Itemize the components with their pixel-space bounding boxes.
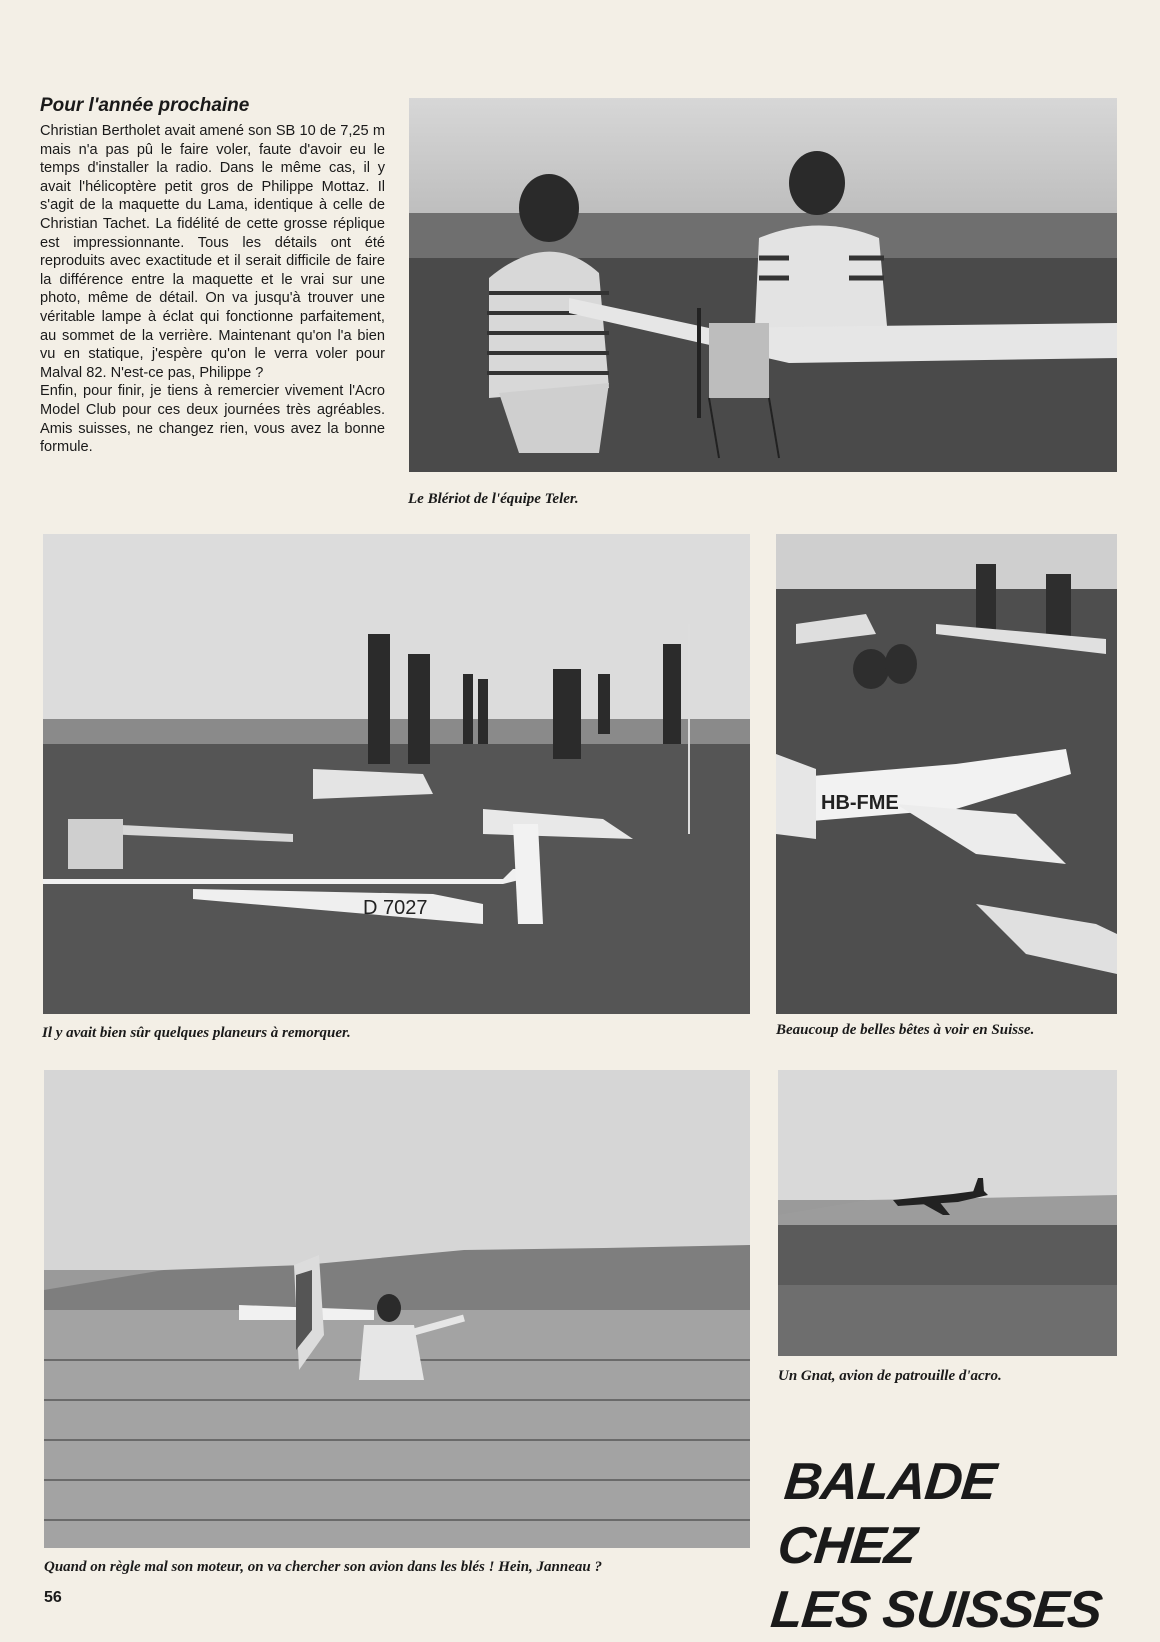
article-body: Christian Bertholet avait amené son SB 10 de 7,25 m mais n'a pas pû le faire voler, faute d'avoir eu le temps d'installer la radio. Dans le même cas, il y avait l'hélicoptère petit gros de Philippe Mottaz. Il s'agit de la maquette du Lama, identique à celle de Christian Tachet. La fidélité de cette grosse réplique est impressionnante. Tous les détails ont été reproduits avec exactitude et il serait difficile de faire la différence entre la maquette et le vrai sur une photo, même de détail. On va jusqu'à trouver une véritable lampe à éclat qui fonctionne parfaitement, au sommet de la verrière. Maintenant qu'on l'a bien vu en statique, j'espère qu'on le verra voler pour Malval 82. N'est-ce pas, Philippe ? (40, 123, 385, 381)
caption-bleriot: Le Blériot de l'équipe Teler. (408, 491, 579, 507)
glider-registration: D 7027 (363, 897, 428, 919)
caption-champ: Quand on règle mal son moteur, on va chercher son avion dans les blés ! Hein, Janneau ? (44, 1559, 602, 1575)
caption-gnat: Un Gnat, avion de patrouille d'acro. (778, 1368, 1002, 1384)
headline-line-2: LES SUISSES (768, 1581, 1105, 1639)
article (40, 94, 385, 457)
photo-betes (776, 534, 1117, 1014)
headline-line-1: BALADE CHEZ (774, 1453, 999, 1575)
page-number: 56 (44, 1589, 62, 1606)
caption-planeurs: Il y avait bien sûr quelques planeurs à remorquer. (42, 1025, 351, 1041)
article-headline (768, 1450, 1148, 1642)
photo-bleriot (409, 98, 1117, 472)
article-body-closing: Enfin, pour finir, je tiens à remercier vivement l'Acro Model Club pour ces deux journées très agréables. Amis suisses, ne changez rien, vous avez la bonne formule. (40, 383, 385, 456)
caption-betes: Beaucoup de belles bêtes à voir en Suisse. (776, 1022, 1035, 1038)
photo-gnat (778, 1070, 1117, 1356)
article-heading: Pour l'année prochaine (40, 95, 250, 116)
photo-champ (44, 1070, 750, 1548)
photo-planeurs (43, 534, 750, 1014)
plane-registration: HB-FME (821, 792, 899, 814)
